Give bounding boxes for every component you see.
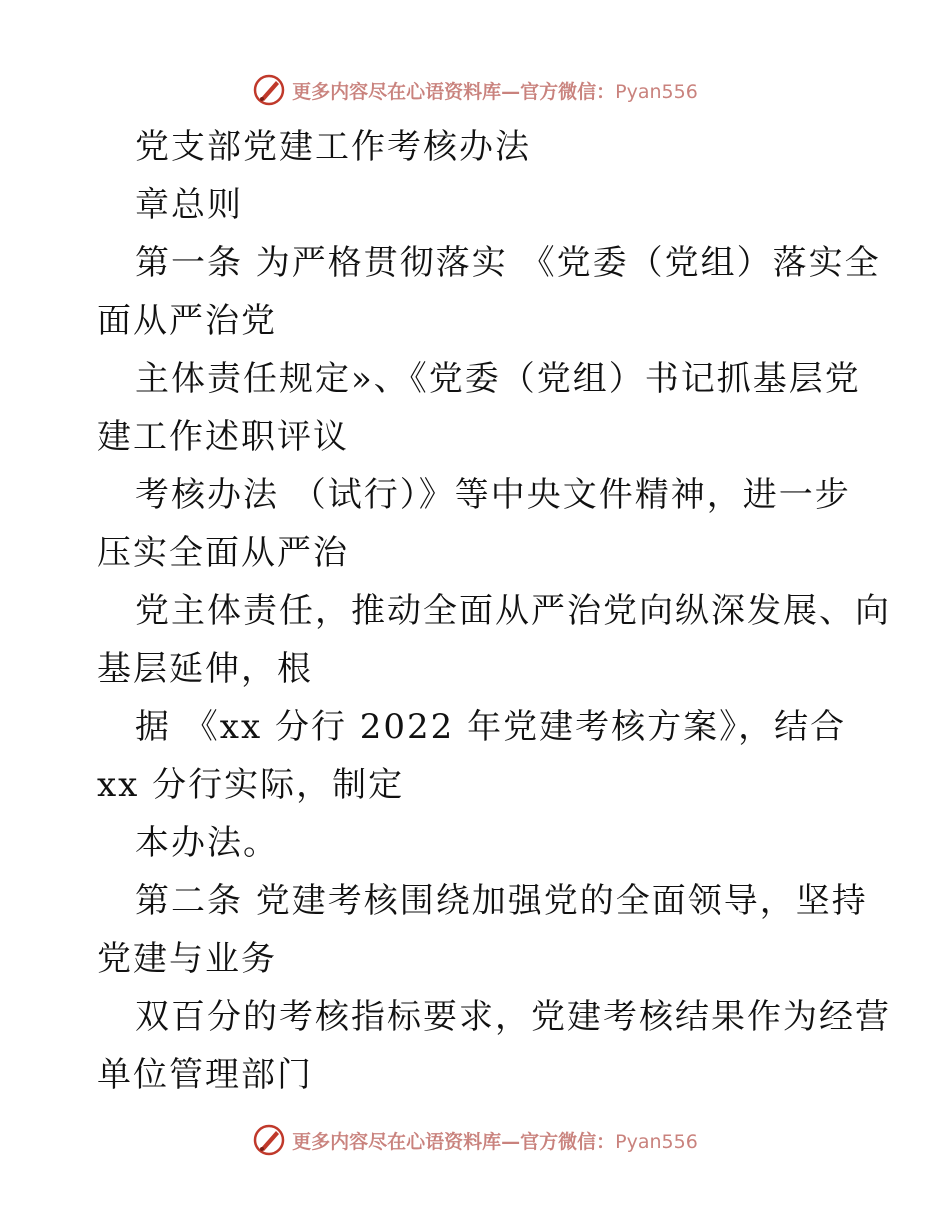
paragraph-line: 第二条 党建考核围绕加强党的全面领导，坚持	[135, 881, 868, 921]
watermark-wechat-id: Pyan556	[615, 80, 698, 103]
paragraph-line: 单位管理部门	[97, 1055, 313, 1095]
red-pen-logo-icon	[252, 73, 286, 107]
watermark-text: 更多内容尽在心语资料库—官方微信：Pyan556	[292, 80, 698, 103]
paragraph-line: 据 《xx 分行 2022 年党建考核方案》，结合	[135, 707, 847, 747]
watermark-banner-bottom	[0, 1120, 950, 1160]
watermark-wechat-id: Pyan556	[615, 1130, 698, 1153]
paragraph-line: xx 分行实际，制定	[97, 765, 405, 805]
paragraph-line: 考核办法 （试行）》等中央文件精神，进一步	[135, 475, 851, 515]
paragraph-line: 面从严治党	[97, 301, 277, 341]
paragraph-line: 压实全面从严治	[97, 533, 349, 573]
document-body	[97, 118, 891, 1104]
paragraph-line: 本办法。	[135, 823, 279, 863]
chapter-heading: 章总则	[135, 185, 243, 225]
document-title: 党支部党建工作考核办法	[135, 127, 531, 167]
paragraph-line: 党建与业务	[97, 939, 277, 979]
red-pen-logo-icon	[252, 1123, 286, 1157]
watermark-banner-top	[0, 70, 950, 110]
paragraph-line: 双百分的考核指标要求，党建考核结果作为经营	[135, 997, 891, 1037]
paragraph-line: 主体责任规定»、《党委（党组）书记抓基层党	[135, 359, 861, 399]
paragraph-line: 建工作述职评议	[97, 417, 349, 457]
paragraph-line: 基层延伸，根	[97, 649, 313, 689]
paragraph-line: 第一条 为严格贯彻落实 《党委（党组）落实全	[135, 243, 881, 283]
watermark-text: 更多内容尽在心语资料库—官方微信：Pyan556	[292, 1130, 698, 1153]
paragraph-line: 党主体责任，推动全面从严治党向纵深发展、向	[135, 591, 891, 631]
